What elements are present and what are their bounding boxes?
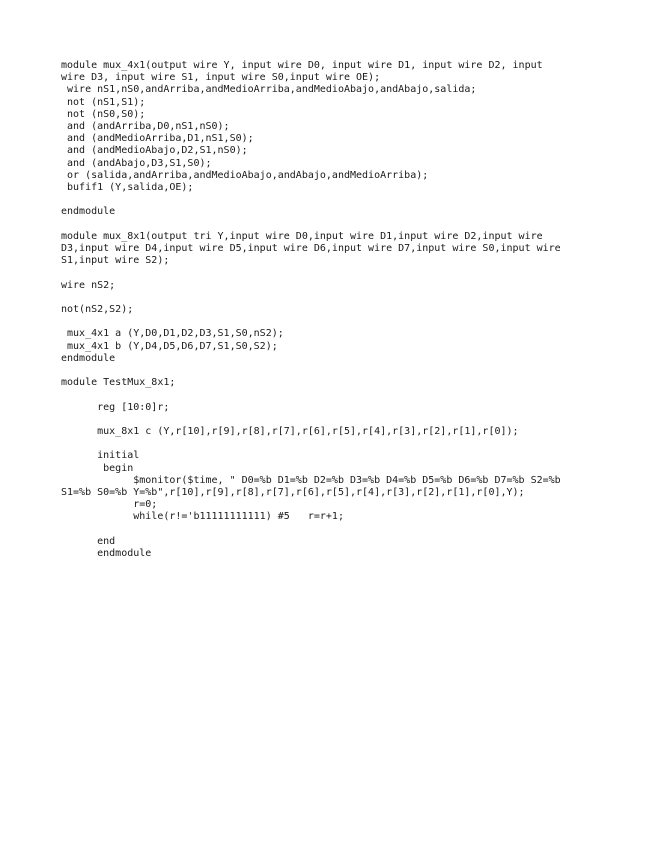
code-line xyxy=(61,316,621,328)
code-line: wire nS1,nS0,andArriba,andMedioArriba,andMedioAbajo,andAbajo,salida; xyxy=(61,84,477,96)
code-line: not(nS2,S2); xyxy=(61,304,134,315)
code-line: not (nS0,S0); xyxy=(61,108,146,120)
code-line: wire D3, input wire S1, input wire S0,input wire OE); xyxy=(61,72,381,84)
code-line: S1,input wire S2); xyxy=(61,255,170,267)
code-line: initial xyxy=(61,450,140,462)
code-line xyxy=(61,292,621,304)
code-line: mux_8x1 c (Y,r[10],r[9],r[8],r[7],r[6],r[5],r[4],r[3],r[2],r[1],r[0]); xyxy=(61,425,519,437)
code-line: mux_4x1 b (Y,D4,D5,D6,D7,S1,S0,S2); xyxy=(61,340,278,352)
code-line: endmodule xyxy=(61,206,116,218)
code-line xyxy=(61,365,621,377)
code-line xyxy=(61,194,621,206)
code-line xyxy=(61,414,621,426)
code-line: D3,input wire D4,input wire D5,input wire D6,input wire D7,input wire S0,input wire xyxy=(61,243,561,255)
code-line: endmodule xyxy=(61,547,152,559)
code-line: bufif1 (Y,salida,OE); xyxy=(61,182,194,194)
code-line: wire nS2; xyxy=(61,279,116,291)
code-line: reg [10:0]r; xyxy=(61,401,170,413)
code-line: endmodule xyxy=(61,352,116,364)
code-line: r=0; xyxy=(61,499,158,511)
code-line: while(r!='b11111111111) #5 r=r+1; xyxy=(61,511,344,523)
code-line: and (andArriba,D0,nS1,nS0); xyxy=(61,121,230,133)
code-line: module mux_8x1(output tri Y,input wire D0,input wire D1,input wire D2,input wire xyxy=(61,230,543,242)
code-block xyxy=(61,60,621,560)
code-line xyxy=(61,219,621,231)
code-line: and (andMedioArriba,D1,nS1,S0); xyxy=(61,133,254,145)
code-line xyxy=(61,524,621,536)
code-line: module mux_4x1(output wire Y, input wire D0, input wire D1, input wire D2, input xyxy=(61,60,543,71)
code-line xyxy=(61,438,621,450)
code-line: end xyxy=(61,535,116,547)
code-line: and (andMedioAbajo,D2,S1,nS0); xyxy=(61,145,248,157)
code-line xyxy=(61,389,621,401)
code-line: not (nS1,S1); xyxy=(61,96,146,108)
code-line: module TestMux_8x1; xyxy=(61,377,176,389)
code-line: and (andAbajo,D3,S1,S0); xyxy=(61,157,212,169)
code-line: S1=%b S0=%b Y=%b",r[10],r[9],r[8],r[7],r[6],r[5],r[4],r[3],r[2],r[1],r[0],Y); xyxy=(61,486,525,498)
code-line xyxy=(61,267,621,279)
code-line: or (salida,andArriba,andMedioAbajo,andAbajo,andMedioArriba); xyxy=(61,169,429,181)
code-line: $monitor($time, " D0=%b D1=%b D2=%b D3=%b D4=%b D5=%b D6=%b D7=%b S2=%b xyxy=(61,474,561,486)
code-line: begin xyxy=(61,462,134,474)
code-line: mux_4x1 a (Y,D0,D1,D2,D3,S1,S0,nS2); xyxy=(61,328,284,340)
